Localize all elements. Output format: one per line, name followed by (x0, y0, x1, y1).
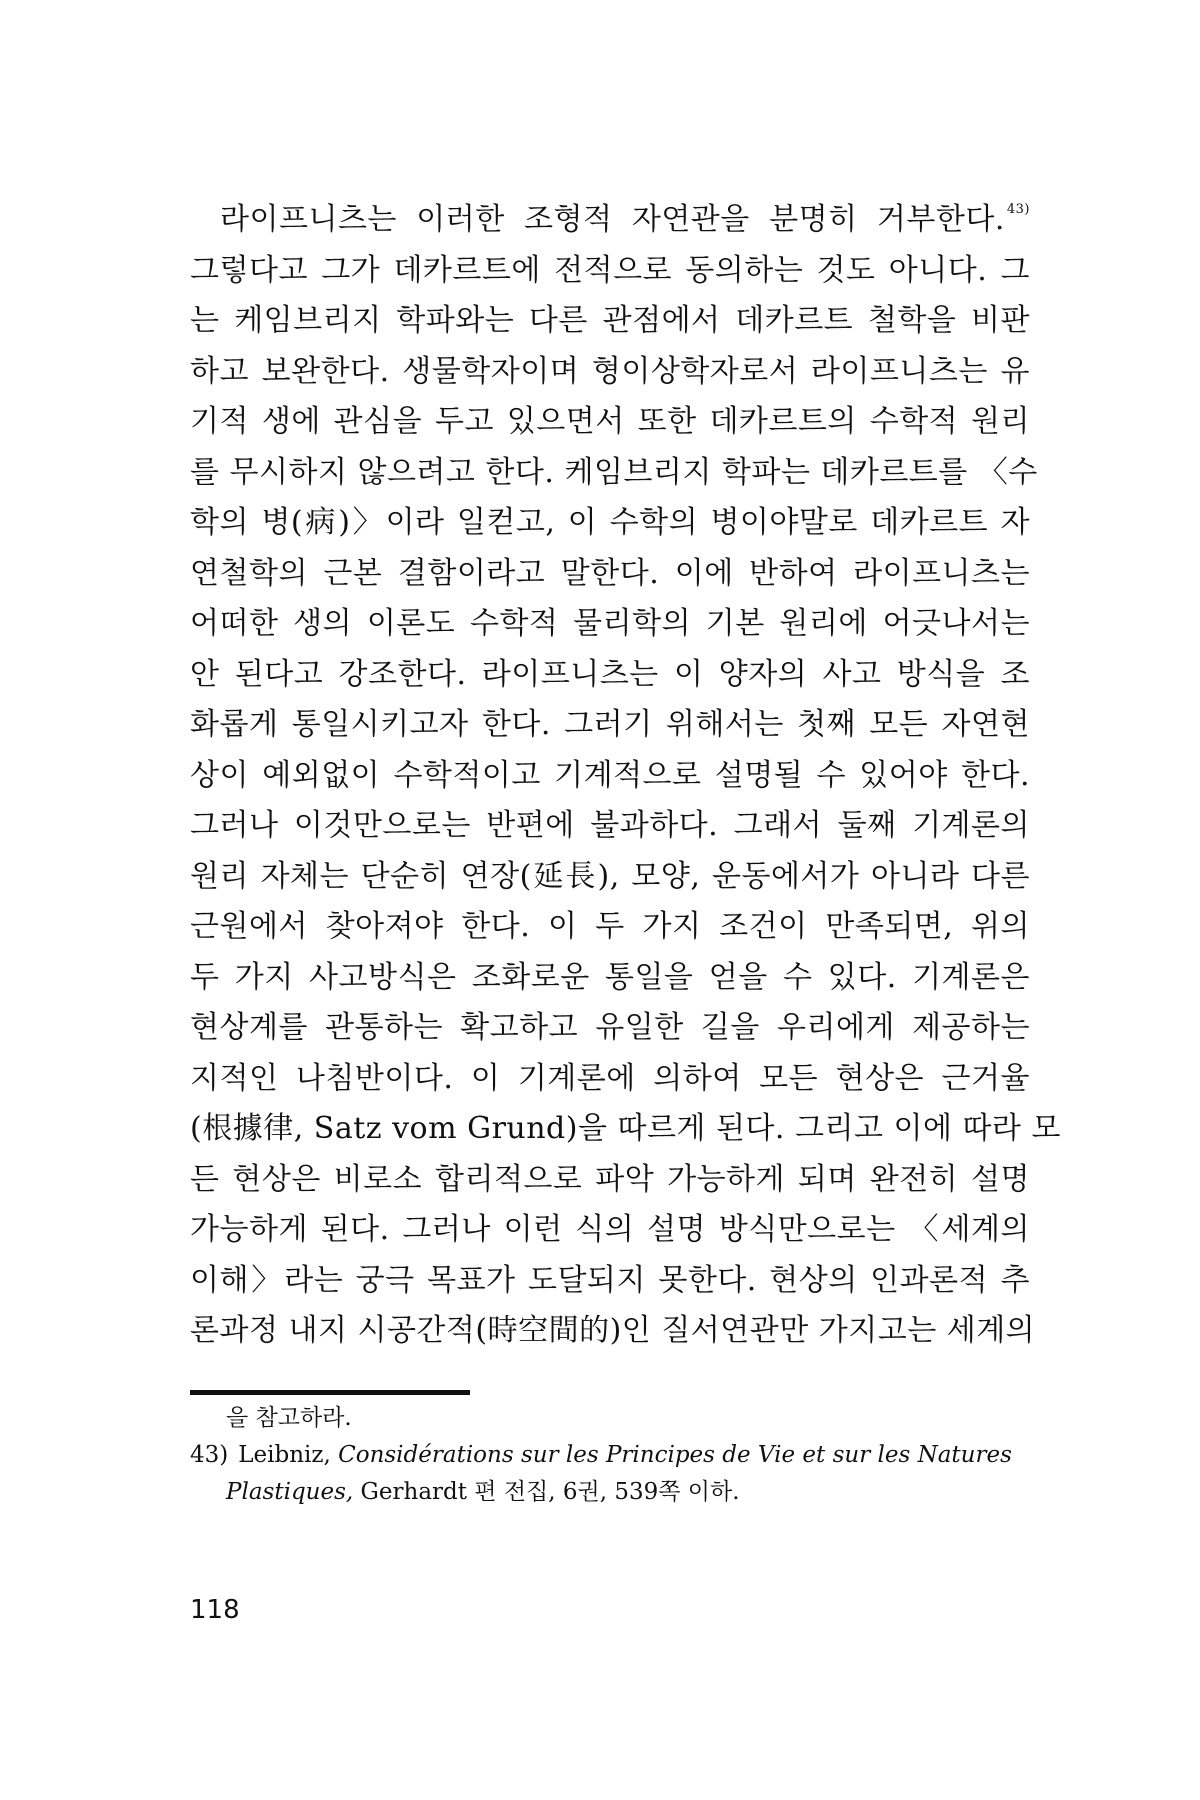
text-line: 원리 자체는 단순히 연장(延長), 모양, 운동에서가 아니라 다른 (190, 858, 1030, 894)
text-line: 두 가지 사고방식은 조화로운 통일을 얻을 수 있다. 기계론은 (190, 959, 1030, 995)
text-line: 지적인 나침반이다. 이 기계론에 의하여 모든 현상은 근거율 (190, 1060, 1030, 1096)
footnote-source: Gerhardt 편 전집, 6권, 539쪽 이하. (360, 1479, 740, 1505)
text-line: 라이프니츠는 이러한 조형적 자연관을 분명히 거부한다. $^{43)}$ (220, 202, 1030, 237)
footnote-reference[interactable]: 43) (1006, 202, 1030, 217)
text-line: 어떠한 생의 이론도 수학적 물리학의 기본 원리에 어긋나서는 (190, 606, 1030, 641)
text-line: 현상계를 관통하는 확고하고 유일한 길을 우리에게 제공하는 (190, 1010, 1030, 1045)
footnote-continuation: 을 참고하라. (226, 1405, 352, 1431)
footnotes (190, 1400, 1035, 1511)
text-line: 연철학의 근본 결함이라고 말한다. 이에 반하여 라이프니츠는 (190, 555, 1030, 591)
text-line: 그렇다고 그가 데카르트에 전적으로 동의하는 것도 아니다. 그 (190, 252, 1030, 288)
footnote-title-end: Plastiques, (226, 1479, 354, 1505)
text-line: 기적 생에 관심을 두고 있으면서 또한 데카르트의 수학적 원리 (190, 404, 1030, 439)
text-line: 하고 보완한다. 생물학자이며 형이상학자로서 라이프니츠는 유 (190, 353, 1030, 389)
text-line: 상이 예외없이 수학적이고 기계적으로 설명될 수 있어야 한다. (190, 757, 1030, 793)
text-line: 가능하게 된다. 그러나 이런 식의 설명 방식만으로는 〈세계의 (190, 1212, 1030, 1247)
footnote-author: Leibniz, (238, 1442, 331, 1468)
footnote-number: 43) (190, 1442, 229, 1468)
footnote-title: Considérations sur les Principes de Vie et sur les Natures (338, 1442, 1012, 1468)
page-number: 118 (190, 1595, 240, 1625)
footnote-43 (190, 1437, 1035, 1474)
text-line: 근원에서 찾아져야 한다. 이 두 가지 조건이 만족되면, 위의 (190, 909, 1030, 944)
text-line: 론과정 내지 시공간적(時空間的)인 질서연관만 가지고는 세계의 (190, 1313, 1036, 1348)
text-line: 학의 병(病)〉이라 일컫고, 이 수학의 병이야말로 데카르트 자 (190, 505, 1030, 540)
text-line: 는 케임브리지 학파와는 다른 관점에서 데카르트 철학을 비판 (190, 303, 1030, 338)
body-text (190, 195, 1061, 1357)
text-line: 그러나 이것만으로는 반편에 불과하다. 그래서 둘째 기계론의 (190, 808, 1030, 843)
text-line: 든 현상은 비로소 합리적으로 파악 가능하게 되며 완전히 설명 (190, 1161, 1030, 1197)
text-line: (根據律, Satz vom Grund)을 따르게 된다. 그리고 이에 따라 모 (190, 1111, 1061, 1146)
text-line: 이해〉라는 궁극 목표가 도달되지 못한다. 현상의 인과론적 추 (190, 1262, 1030, 1298)
footnote-43-continued (190, 1474, 1035, 1511)
text-line: 를 무시하지 않으려고 한다. 케임브리지 학파는 데카르트를 〈수 (190, 454, 1038, 490)
footnote-divider (190, 1390, 470, 1395)
text-line: 화롭게 통일시키고자 한다. 그러기 위해서는 첫째 모든 자연현 (190, 707, 1030, 742)
text-line: 안 된다고 강조한다. 라이프니츠는 이 양자의 사고 방식을 조 (190, 656, 1030, 692)
